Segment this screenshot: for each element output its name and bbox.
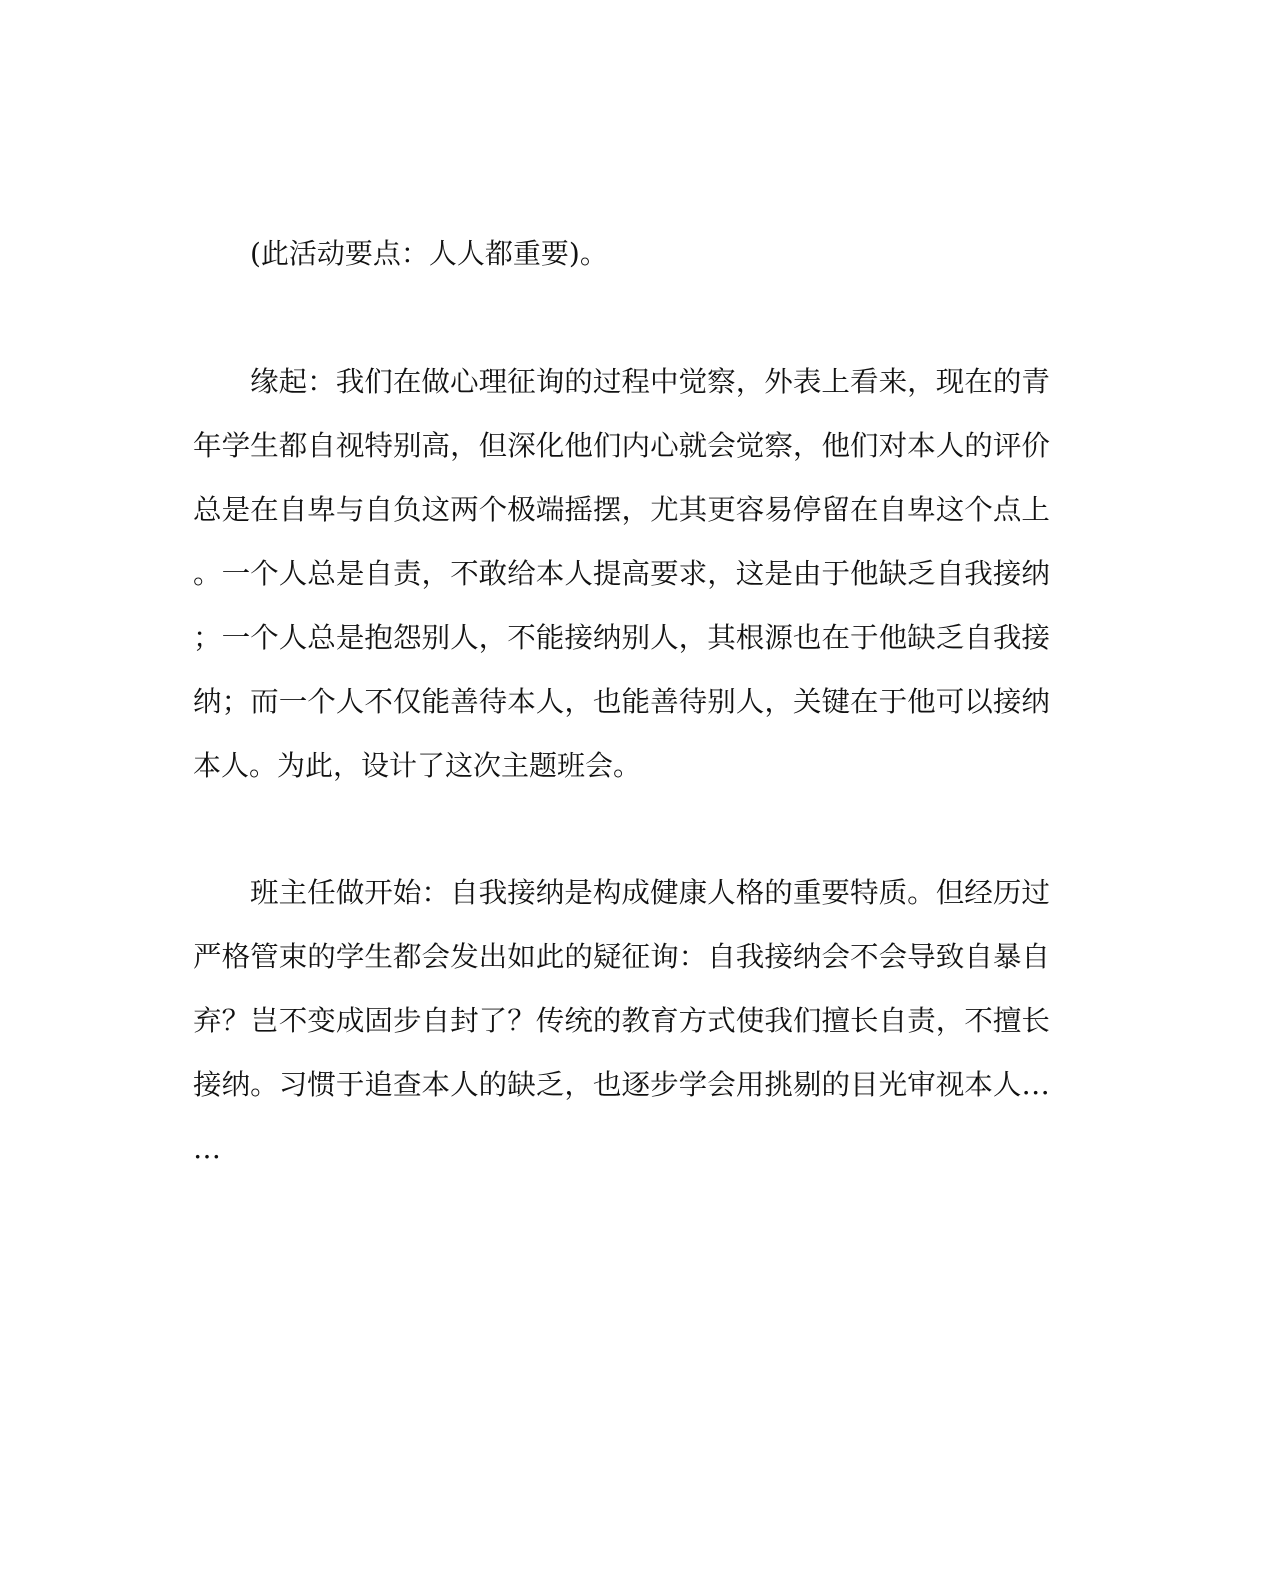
origin-line-1: 缘起：我们在做心理征询的过程中觉察，外表上看来，现在的青 [250, 365, 1051, 398]
origin-line-6: 纳；而一个人不仅能善待本人，也能善待别人，关键在于他可以接纳 [193, 685, 1051, 718]
teacher-opening-line-3: 弃？岂不变成固步自封了？传统的教育方式使我们擅长自责，不擅长 [193, 1004, 1051, 1037]
teacher-opening-line-1: 班主任做开始：自我接纳是构成健康人格的重要特质。但经历过 [250, 876, 1051, 909]
origin-line-7: 本人。为此，设计了这次主题班会。 [193, 749, 642, 782]
teacher-opening-line-5: … [193, 1132, 221, 1165]
origin-line-5: ；一个人总是抱怨别人，不能接纳别人，其根源也在于他缺乏自我接 [193, 621, 1051, 654]
origin-line-4: 。一个人总是自责，不敢给本人提高要求，这是由于他缺乏自我接纳 [193, 557, 1051, 590]
activity-key-point-line-1: (此活动要点：人人都重要)。 [250, 237, 608, 270]
teacher-opening-line-2: 严格管束的学生都会发出如此的疑征询：自我接纳会不会导致自暴自 [193, 940, 1051, 973]
teacher-opening-line-4: 接纳。习惯于追查本人的缺乏，也逐步学会用挑剔的目光审视本人… [193, 1068, 1051, 1101]
origin-line-2: 年学生都自视特别高，但深化他们内心就会觉察，他们对本人的评价 [193, 429, 1051, 462]
origin-line-3: 总是在自卑与自负这两个极端摇摆，尤其更容易停留在自卑这个点上 [193, 493, 1051, 526]
